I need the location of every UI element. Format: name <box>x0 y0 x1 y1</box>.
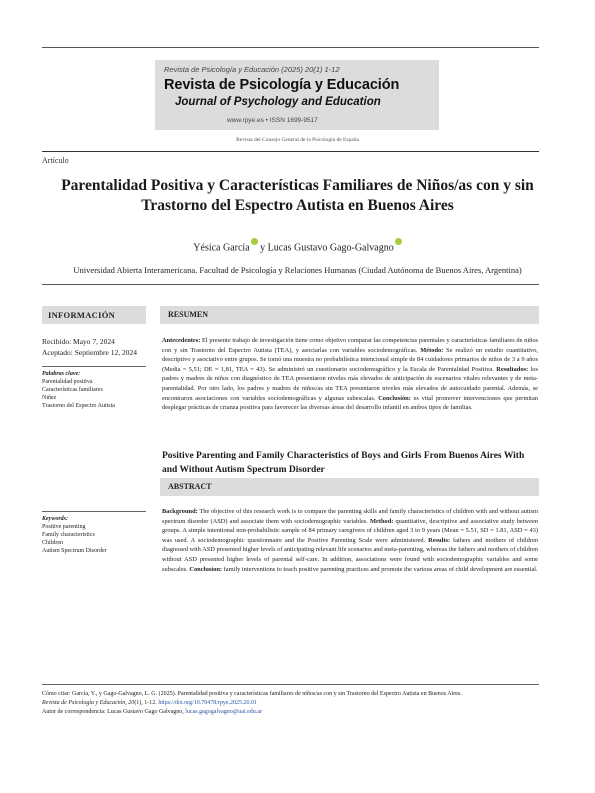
footer-rule <box>42 684 539 685</box>
english-title: Positive Parenting and Family Characteristics of Boys and Girls From Buenos Aires With and Without Autism Spectrum Disorder <box>162 451 525 475</box>
abstract-heading: ABSTRACT <box>160 478 539 496</box>
author-1: Yésica García <box>193 242 250 254</box>
footer <box>42 690 562 716</box>
antecedentes-label: Antecedentes: <box>162 337 201 344</box>
journal-citation: Revista de Psicología y Educación (2025) 20(1) 1-12 <box>164 65 340 74</box>
keyword: Trastorno del Espectro Autista <box>42 403 115 409</box>
correspondence-label: Autor de correspondencia: Lucas Gustavo Gago Galvagno, <box>42 708 186 715</box>
footer-citation-cont <box>42 699 562 708</box>
journal-title-es: Revista de Psicología y Educación <box>164 77 400 93</box>
journal-title-en: Journal of Psychology and Education <box>175 96 381 108</box>
journal-banner <box>155 60 439 130</box>
doi-link[interactable]: https://doi.org/10.70478/rpye.2025.20.01 <box>158 699 258 706</box>
received-date: Recibido: Mayo 7, 2024 <box>42 337 115 346</box>
footer-correspondence <box>42 708 562 717</box>
keyword: Family characteristics <box>42 532 95 538</box>
keyword: Children <box>42 540 63 546</box>
accepted-date: Aceptado: Septiembre 12, 2024 <box>42 347 137 357</box>
background-text: The objective of this research work is to compare the parenting skills and family characteristics of children with and without autism spectrum disorder (ASD) and associate them with sociodemographic variables. <box>162 508 538 525</box>
conclusion-text: es vital promover intervenciones que permitan desplegar prácticas de crianza positiva para favorecer las diversas áreas del desarrollo infantil en ambos tipos de familias. <box>162 394 538 412</box>
info-heading: INFORMACIÓN <box>42 306 146 324</box>
results-label: Results: <box>428 536 451 544</box>
metodo-text: Se realizó un estudio cuantitativo, descriptivo y asociativo entre grupos. Se tomó una muestra no probabilística intencional simple de 84 cuidadores primarios de niños de 3 a 9 años (Media = 5,51; DE = 1,81, TEA = 43). Se administró un cuestionario sociodemográfico y la Escala de Parentalidad Positiva. <box>162 346 538 373</box>
resumen-heading: RESUMEN <box>160 306 539 324</box>
abstract-text <box>162 507 538 574</box>
author-separator: y <box>257 242 268 254</box>
keyword: Positive parenting <box>42 524 86 530</box>
article-title: Parentalidad Positiva y Características Familiares de Niños/as con y sin Trastorno del Espectro Autista en Buenos Aires <box>61 177 534 214</box>
resultados-label: Resultados: <box>496 365 529 373</box>
author-line <box>0 239 595 253</box>
article-dates <box>42 337 137 358</box>
keywords-es-title: Palabras clave: <box>42 371 81 377</box>
resultados-text: los padres y madres de niños con diagnóstico de TEA presentaron niveles más elevados de anticipación de escenarios vitales relevantes y de meta-parentalidad. Por otro lado, los padres y madres de niños/as sin TEA presentaron niveles más elevados de autocuidado parental. Además, se encontraron asociaciones con variables sociodemográficas y algunas subescalas. <box>162 365 538 402</box>
resumen-text <box>162 336 538 413</box>
correspondence-email-link[interactable]: lucas.gagogalvagno@uai.edu.ar <box>185 708 262 715</box>
results-text: fathers and mothers of children diagnosed with ASD presented higher levels of anticipating relevant life scenarios and meta-parenting, whereas the fathers and mothers of children without ASD presented higher levels of parental self-care. In addition, associations were found with sociodemographic variables and some subscales. <box>162 536 538 573</box>
keywords-en <box>42 515 107 555</box>
keyword: Parentalidad positiva <box>42 379 93 385</box>
affiliation: Universidad Abierta Interamericana. Facultad de Psicología y Relaciones Humanas (Ciudad Autónoma de Buenos Aires, Argentina) <box>73 265 522 275</box>
keyword: Características familiares <box>42 387 103 393</box>
footer-issue-pages: (1), 1-12. <box>134 699 159 706</box>
keywords-es <box>42 370 115 410</box>
keywords-en-title: Keywords: <box>42 516 68 522</box>
orcid-icon[interactable] <box>251 238 258 245</box>
section-label: Artículo <box>42 156 69 165</box>
keyword: Niñez <box>42 395 57 401</box>
keywords-rule <box>42 511 146 512</box>
antecedentes-text: El presente trabajo de investigación tiene como objetivo comparar las competencias parentales y características familiares de niños con y sin Trastorno del Espectro Autista (TEA), y asociarlas con variables sociodemográficas. <box>162 337 538 354</box>
affiliation-rule <box>42 284 539 285</box>
metodo-label: Método: <box>420 346 444 354</box>
keyword: Autism Spectrum Disorder <box>42 548 107 554</box>
journal-council: Revista del Consejo General de la Psicología de España <box>236 137 359 143</box>
top-rule <box>42 47 539 48</box>
dates-rule <box>42 366 146 367</box>
footer-journal: Revista de Psicología y Educación, 20 <box>42 699 135 706</box>
method-label: Method: <box>369 517 394 525</box>
footer-citation: Cómo citar: García, Y., y Gago-Galvagno, L. G. (2025). Parentalidad positiva y características familiares de niños/as con y sin Trastorno del Espectro Autista en Buenos Aires. <box>42 691 462 697</box>
journal-url-issn: www.rpye.es • ISSN 1699-9517 <box>227 117 318 124</box>
author-2: Lucas Gustavo Gago-Galvagno <box>267 242 394 254</box>
en-conclusion-text: family interventions to teach positive parenting practices and promote the various areas of child development are essential. <box>222 565 538 573</box>
conclusion-label: Conclusión: <box>378 394 411 402</box>
method-text: quantitative, descriptive and associative study between groups. A simple intentional non-probabilistic sample of 84 primary caregivers of children aged 3 to 9 years (Mean = 5.51, SD = 1.81, ASD = 43) was used. A sociodemographic questionnaire and the Positive Parenting Scale were administered. <box>162 517 538 544</box>
orcid-icon[interactable] <box>395 238 402 245</box>
en-conclusion-label: Conclusion: <box>189 565 223 573</box>
header-rule <box>42 151 539 152</box>
background-label: Background: <box>162 508 198 515</box>
